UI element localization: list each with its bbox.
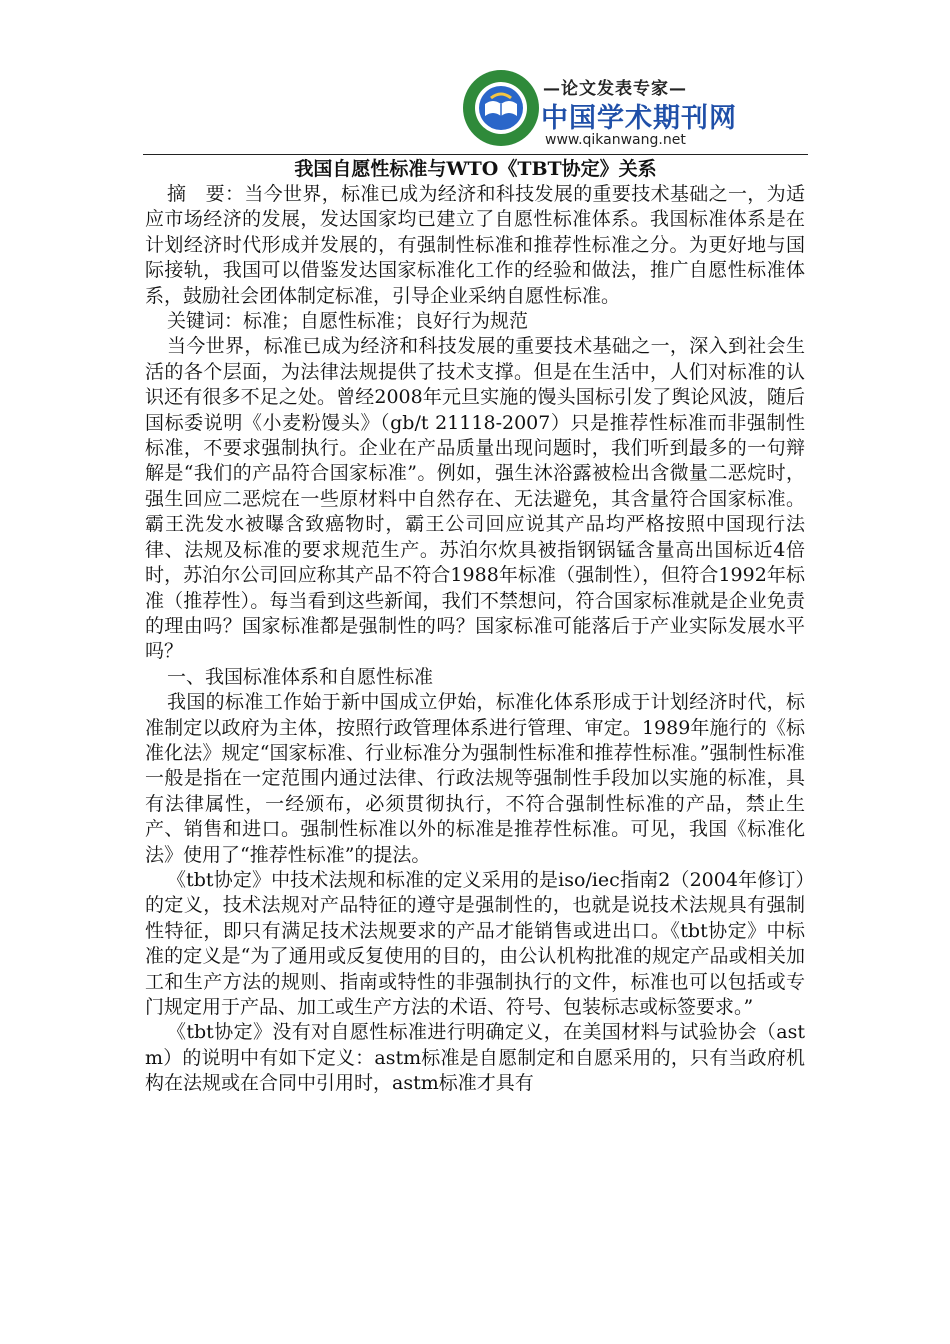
logo-slogan: —论文发表专家— bbox=[543, 79, 687, 99]
section-heading: 一、我国标准体系和自愿性标准 bbox=[167, 665, 434, 688]
keywords-paragraph: 关键词：标准；自愿性标准；良好行为规范 bbox=[167, 310, 529, 333]
page-header bbox=[143, 62, 808, 155]
document-body bbox=[145, 182, 805, 1097]
body-paragraph: 《tbt协定》没有对自愿性标准进行明确定义，在美国材料与试验协会（astm）的说明中有如下定义：astm标准是自愿制定和自愿采用的，只有当政府机构在法规或在合同中引用时，astm标准才具有 bbox=[145, 1021, 805, 1095]
document-title: 我国自愿性标准与WTO《TBT协定》关系 bbox=[294, 158, 657, 180]
publisher-logo bbox=[461, 62, 737, 154]
seal-logo-icon bbox=[461, 68, 541, 148]
body-paragraph: 我国的标准工作始于新中国成立伊始，标准化体系形成于计划经济时代，标准制定以政府为主体，按照行政管理体系进行管理、审定。1989年施行的《标准化法》规定“国家标准、行业标准分为强制性标准和推荐性标准。”强制性标准一般是指在一定范围内通过法律、行政法规等强制性手段加以实施的标准，具有法律属性，一经颁布，必须贯彻执行，不符合强制性标准的产品，禁止生产、销售和进口。强制性标准以外的标准是推荐性标准。可见，我国《标准化法》使用了“推荐性标准”的提法。 bbox=[145, 691, 805, 866]
logo-name: 中国学术期刊网 bbox=[541, 103, 737, 134]
body-paragraph: 当今世界，标准已成为经济和科技发展的重要技术基础之一，深入到社会生活的各个层面，为法律法规提供了技术支撑。但是在生活中，人们对标准的认识还有很多不足之处。曾经2008年元旦实施的馒头国标引发了舆论风波，随后国标委说明《小麦粉馒头》（gb/t 21118-2007）只是推荐性标准而非强制性标准，不要求强制执行。企业在产品质量出现问题时，我们听到最多的一句辩解是“我们的产品符合国家标准”。例如，强生沐浴露被检出含微量二恶烷时，强生回应二恶烷在一些原材料中自然存在、无法避免，其含量符合国家标准。霸王洗发水被曝含致癌物时，霸王公司回应说其产品均严格按照中国现行法律、法规及标准的要求规范生产。苏泊尔炊具被指钢锅锰含量高出国标近4倍时，苏泊尔公司回应称其产品不符合1988年标准（强制性），但符合1992年标准（推荐性）。每当看到这些新闻，我们不禁想问，符合国家标准就是企业免责的理由吗？国家标准都是强制性的吗？国家标准可能落后于产业实际发展水平吗？ bbox=[145, 335, 805, 663]
logo-url[interactable]: www.qikanwang.net bbox=[545, 132, 686, 148]
body-paragraph: 《tbt协定》中技术法规和标准的定义采用的是iso/iec指南2（2004年修订）的定义，技术法规对产品特征的遵守是强制性的，也就是说技术法规具有强制性特征，即只有满足技术法规要求的产品才能销售或进出口。《tbt协定》中标准的定义是“为了通用或反复使用的目的，由公认机构批准的规定产品或相关加工和生产方法的规则、指南或特性的非强制执行的文件，标准也可以包括或专门规定用于产品、加工或生产方法的术语、符号、包装标志或标签要求。” bbox=[145, 868, 805, 1018]
abstract-paragraph: 摘 要：当今世界，标准已成为经济和科技发展的重要技术基础之一，为适应市场经济的发展，发达国家均已建立了自愿性标准体系。我国标准体系是在计划经济时代形成并发展的，有强制性标准和推荐性标准之分。为更好地与国际接轨，我国可以借鉴发达国家标准化工作的经验和做法，推广自愿性标准体系，鼓励社会团体制定标准，引导企业采纳自愿性标准。 bbox=[145, 183, 805, 307]
